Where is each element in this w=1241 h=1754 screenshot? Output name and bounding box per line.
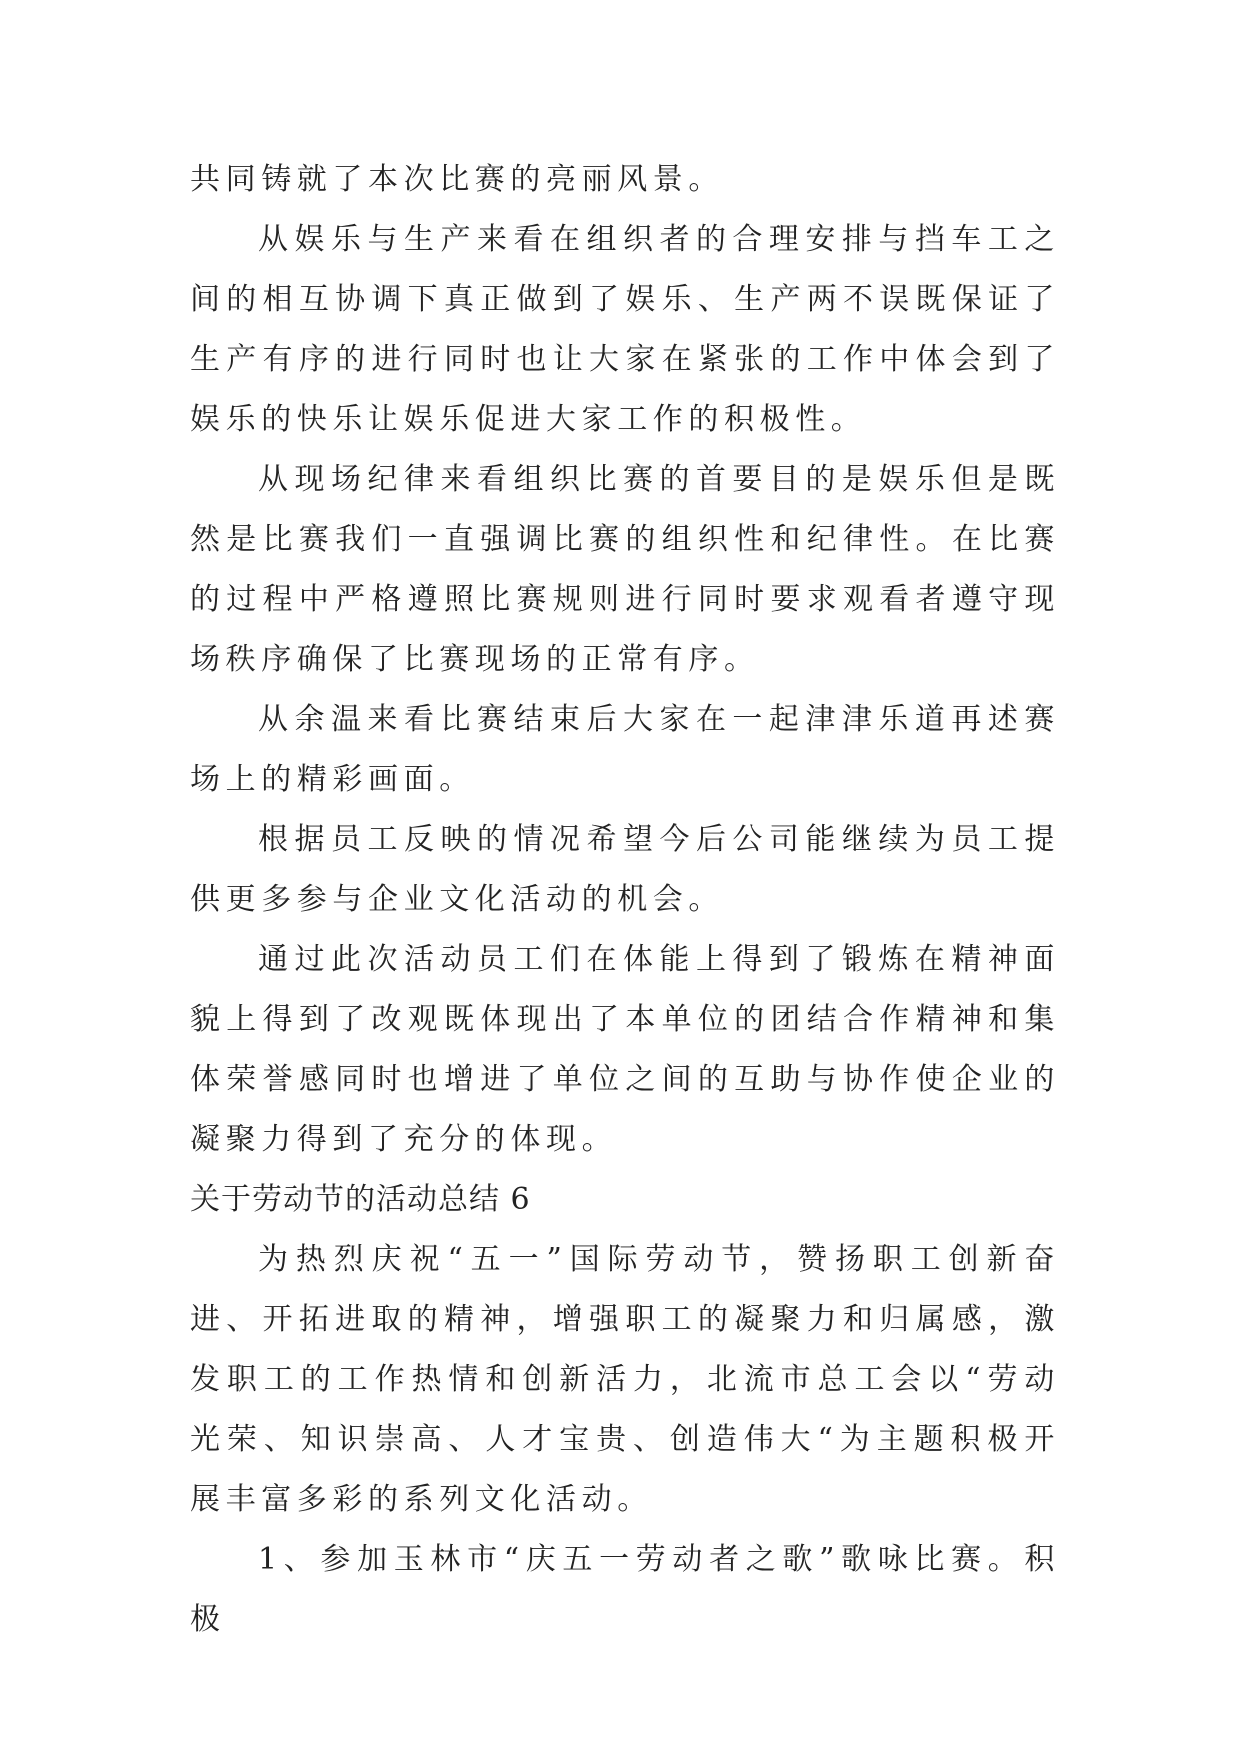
section-heading: 关于劳动节的活动总结 6 [190,1182,531,1217]
paragraph-7: 为热烈庆祝“五一”国际劳动节，赞扬职工创新奋进、开拓进取的精神，增强职工的凝聚力和归属感，激发职工的工作热情和创新活力，北流市总工会以“劳动光荣、知识崇高、人才宝贵、创造伟大“为主题积极开展丰富多彩的系列文化活动。 [190,1242,1060,1517]
document-page [190,150,1060,1650]
paragraph-1: 共同铸就了本次比赛的亮丽风景。 [190,162,724,197]
paragraph-6: 通过此次活动员工们在体能上得到了锻炼在精神面貌上得到了改观既体现出了本单位的团结合作精神和集体荣誉感同时也增进了单位之间的互助与协作使企业的凝聚力得到了充分的体现。 [190,942,1060,1157]
paragraph-2: 从娱乐与生产来看在组织者的合理安排与挡车工之间的相互协调下真正做到了娱乐、生产两不误既保证了生产有序的进行同时也让大家在紧张的工作中体会到了娱乐的快乐让娱乐促进大家工作的积极性。 [190,222,1060,437]
paragraph-8: 1、参加玉林市“庆五一劳动者之歌”歌咏比赛。积极 [190,1542,1060,1637]
paragraph-4: 从余温来看比赛结束后大家在一起津津乐道再述赛场上的精彩画面。 [190,702,1060,797]
paragraph-5: 根据员工反映的情况希望今后公司能继续为员工提供更多参与企业文化活动的机会。 [190,822,1060,917]
paragraph-3: 从现场纪律来看组织比赛的首要目的是娱乐但是既然是比赛我们一直强调比赛的组织性和纪律性。在比赛的过程中严格遵照比赛规则进行同时要求观看者遵守现场秩序确保了比赛现场的正常有序。 [190,462,1060,677]
